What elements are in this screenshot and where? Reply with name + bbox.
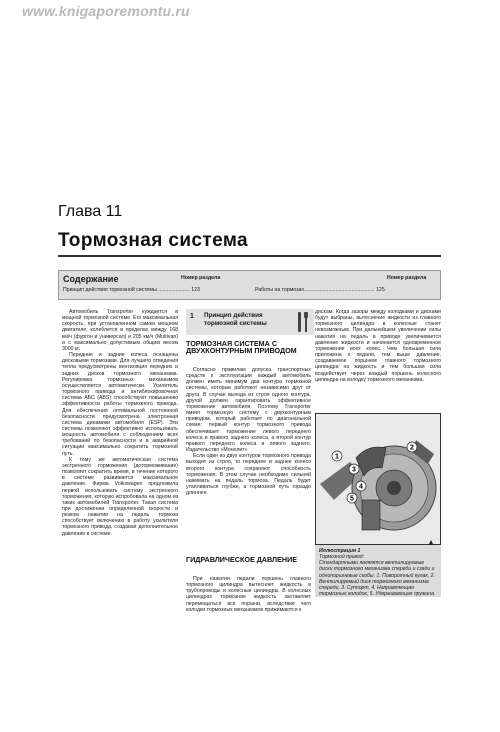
- text-column-2: [186, 367, 311, 496]
- brake-illustration: [315, 413, 441, 545]
- section-title: Принцип действия тормозной системы: [204, 312, 267, 327]
- paragraph: Передние и задние колеса оснащены дисковыми тормозами. Для лучшего отведения тепла предусмотрены вентиляция передних и задних дисков тормозного механизма. Регулировка тормозных механизмов осуществляется автоматически. Усилитель тормозного привода и антиблокировочная система АБС (ABS) способствуют повышению эффективности работы тормозного привода. Для обеспечения оптимальной постоянной безопасности предусмотрена электронная система динамики автомобиля (ESP). Эти системы позволяют эффективно использовать мощность автомобиля с соблюдением всех требований по безопасности и в аварийной ситуации максимально сократить тормозной путь.: [62, 352, 178, 457]
- tools-icon: [296, 311, 310, 333]
- text-column-3: [315, 309, 441, 383]
- subheading-hydraulic-pressure: ГИДРАВЛИЧЕСКОЕ ДАВЛЕНИЕ: [186, 555, 298, 564]
- caption-label: Иллюстрация 1: [319, 548, 361, 554]
- illustration-caption: [315, 545, 441, 597]
- contents-entry[interactable]: Принцип действия тормозной системы ...................... 123: [63, 287, 200, 293]
- contents-heading: Содержание: [63, 274, 119, 284]
- paragraph: Автомобиль Transporter нуждается в мощной тормозной системе. Его максимальная скорость, при установленном самом мощном двигателе, колеблется в пределах между 168 км/ч (фургон и универсал) и 205 км/ч (Multivan) и с максимально допустимым общим весом 3000 кг.: [62, 309, 178, 352]
- brake-assembly-drawing: [316, 414, 441, 545]
- page-title: Тормозная система: [58, 230, 248, 251]
- paragraph: Согласно правилам допуска транспортных средств к эксплуатации каждый автомобиль должен иметь минимум два контура тормозной системы, которые работают независимо друг от друга. В случае выхода из строя одного контура, другой должен гарантировать эффективное торможение автомобиля. Поэтому Transporter имеет тормозную систему с двухконтурным приводом, который работает по диагональной схеме: первый контур тормозного привода обеспечивает торможение левого переднего колеса и правого заднего колеса, а второй контур правого переднего колеса и левого заднего. Издательство «Монолит»: [186, 367, 311, 454]
- text-column-1: [62, 309, 178, 537]
- contents-col-label-left: Номер раздела: [181, 275, 221, 281]
- paragraph: К тому же автоматическая система экстренного торможения (доторможивание) позволяет сократить время, в течение которого в системе развивается максимальное давление. Фирма Volkswagen предложила первой использовать систему экстренного торможения, которую испробовала на одном из таких автомобилей Transporter. Такая система при достижении определенной скорости и резком нажатии на педаль тормоза способствует включению в работу усилителя тормозного привода, создавая дополнительное давление в системе.: [62, 456, 178, 537]
- caption-text: Стандартными являются вентилируемые диски тормозного механизма спереди и сзади и однопоршневые скобы. 1. Поворотный кулак, 2. Вентилируемый диск тормозного механизма спереди, 3. Суппорт, 4. Направляющая тормозных колодок, 5. Удерживающая пружина.: [319, 560, 436, 598]
- contents-entry[interactable]: Работы на тормозах................................................. 125: [255, 287, 385, 293]
- section-header: [186, 309, 314, 335]
- callout-3: 3: [352, 466, 356, 474]
- callout-1: 1: [335, 453, 339, 461]
- text-column-2-continued: [186, 576, 311, 613]
- paragraph: дискам. Когда зазоры между колодками и дисками будут выбраны, вытеснение жидкости из главного тормозного цилиндра в колесные станет невозможным. При дальнейшем увеличении силы нажатия на педаль в приводе увеличивается давление жидкости и начинается одновременное торможение всех колес. Чем большая сила приложена к педали, тем выше давление, создаваемое поршнем главного тормозного цилиндра на жидкость и тем большая сила воздействует через каждый поршень колесного цилиндра на колодку тормозного механизма.: [315, 309, 441, 383]
- caption-title: Тормозной привод:: [319, 554, 365, 561]
- callout-4: 4: [359, 483, 363, 491]
- contents-box: [58, 270, 441, 300]
- paragraph: Если один из двух контуров тормозного привода выходит из строя, то переднее и заднее колесо второго контура сохраняют способность торможения. В этом случае необходимо сильней нажимать на педаль тормоза. Педаль будет утапливаться глубже, а тормозной путь гораздо длиннее.: [186, 453, 311, 497]
- callout-2: 2: [410, 444, 414, 452]
- title-rule: [58, 255, 441, 257]
- paragraph: При нажатии педали поршень главного тормозного цилиндра вытесняет жидкость в трубопроводы и колесные цилиндры. В колесных цилиндрах тормозная жидкость заставляет перемещаться все поршни, вследствие чего колодки тормозных механизмов прижимаются к: [186, 576, 311, 613]
- section-number: 1: [190, 313, 194, 320]
- site-watermark: www.knigaporemontu.ru: [22, 3, 190, 19]
- callout-5: 5: [350, 495, 354, 503]
- chapter-label: Глава 11: [58, 203, 123, 220]
- subheading-dual-circuit: ТОРМОЗНАЯ СИСТЕМА С ДВУХКОНТУРНЫМ ПРИВОДОМ: [186, 339, 297, 356]
- contents-col-label-right: Номер раздела: [387, 275, 427, 281]
